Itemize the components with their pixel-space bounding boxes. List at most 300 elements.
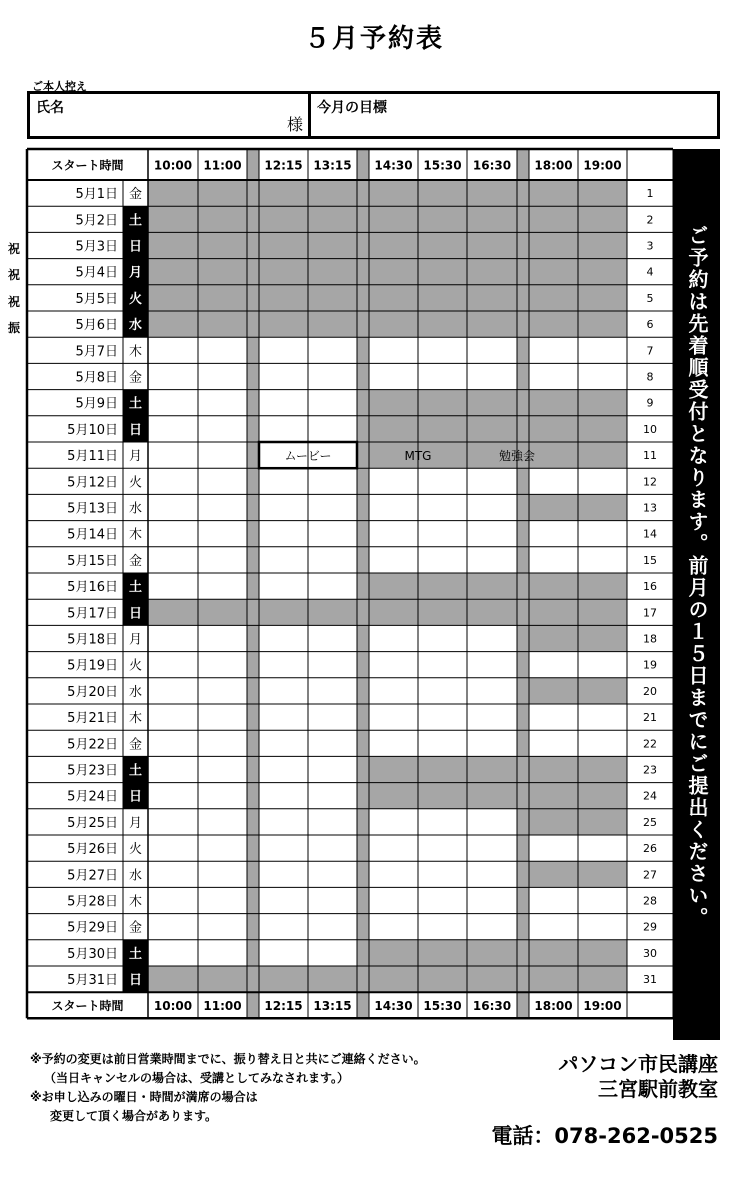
time-slot-cell xyxy=(578,652,627,678)
time-slot-cell xyxy=(529,835,578,861)
event-movie: ムービー xyxy=(284,449,332,464)
day-of-week: 日 xyxy=(128,239,143,255)
time-slot-cell xyxy=(578,573,627,599)
day-of-week: 水 xyxy=(128,868,143,884)
time-slot-cell xyxy=(467,311,517,337)
time-slot-cell xyxy=(259,468,308,494)
time-slot-cell xyxy=(467,494,517,520)
time-slot-cell xyxy=(578,416,627,442)
date-label: 5月13日 xyxy=(67,501,118,517)
date-label: 5月4日 xyxy=(75,265,118,281)
time-slot-cell xyxy=(578,206,627,232)
row-number: 4 xyxy=(646,265,654,279)
time-slot-cell xyxy=(259,259,308,285)
time-slot-cell xyxy=(418,521,467,547)
time-slot-cell xyxy=(529,468,578,494)
footer-time-label: 10:00 xyxy=(153,999,193,1014)
time-slot-cell xyxy=(369,625,418,651)
row-number: 10 xyxy=(643,422,657,436)
date-label: 5月8日 xyxy=(75,370,118,386)
time-slot-cell xyxy=(467,652,517,678)
holiday-mark: 祝 xyxy=(8,242,21,256)
time-slot-cell xyxy=(308,573,357,599)
time-slot-cell xyxy=(467,206,517,232)
time-slot-cell xyxy=(198,285,247,311)
day-of-week: 水 xyxy=(128,318,143,334)
time-slot-cell xyxy=(259,494,308,520)
time-slot-cell xyxy=(418,547,467,573)
time-slot-cell xyxy=(198,259,247,285)
time-slot-cell xyxy=(259,756,308,782)
time-slot-cell xyxy=(308,468,357,494)
date-label: 5月1日 xyxy=(75,187,118,203)
date-label: 5月6日 xyxy=(75,318,118,334)
row-number: 13 xyxy=(643,501,657,515)
header-time-label: 15:30 xyxy=(423,158,462,173)
time-slot-cell xyxy=(308,652,357,678)
time-slot-cell xyxy=(418,311,467,337)
time-slot-cell xyxy=(369,861,418,887)
time-slot-cell xyxy=(259,966,308,992)
time-slot-cell xyxy=(198,311,247,337)
time-slot-cell xyxy=(418,573,467,599)
time-slot-cell xyxy=(529,232,578,258)
time-slot-cell xyxy=(308,259,357,285)
date-label: 5月31日 xyxy=(67,973,118,989)
row-number: 20 xyxy=(643,684,657,698)
time-slot-cell xyxy=(369,311,418,337)
time-slot-cell xyxy=(578,914,627,940)
time-slot-cell xyxy=(467,547,517,573)
row-number: 11 xyxy=(643,449,657,463)
time-slot-cell xyxy=(418,625,467,651)
time-slot-cell xyxy=(418,914,467,940)
time-slot-cell xyxy=(529,914,578,940)
time-slot-cell xyxy=(308,547,357,573)
time-slot-cell xyxy=(148,521,198,547)
time-slot-cell xyxy=(529,783,578,809)
time-slot-cell xyxy=(578,363,627,389)
time-slot-cell xyxy=(418,180,467,206)
date-label: 5月24日 xyxy=(67,789,118,805)
time-slot-cell xyxy=(148,678,198,704)
day-of-week: 日 xyxy=(128,422,143,438)
time-slot-cell xyxy=(578,442,627,468)
header-time-label: 12:15 xyxy=(264,158,303,173)
holiday-mark: 祝 xyxy=(8,295,21,309)
note-line: ※予約の変更は前日営業時間までに、振り替え日と共にご連絡ください。 xyxy=(30,1052,426,1066)
time-slot-cell xyxy=(148,311,198,337)
time-slot-cell xyxy=(198,232,247,258)
time-slot-cell xyxy=(369,730,418,756)
time-slot-cell xyxy=(198,599,247,625)
time-slot-cell xyxy=(418,966,467,992)
time-slot-cell xyxy=(418,494,467,520)
time-slot-cell xyxy=(308,704,357,730)
time-slot-cell xyxy=(148,861,198,887)
row-number: 19 xyxy=(643,658,657,672)
time-slot-cell xyxy=(578,730,627,756)
time-slot-cell xyxy=(578,783,627,809)
time-slot-cell xyxy=(259,835,308,861)
date-label: 5月15日 xyxy=(67,553,118,569)
day-of-week: 月 xyxy=(128,815,143,831)
row-number: 2 xyxy=(646,213,654,227)
time-slot-cell xyxy=(308,180,357,206)
header-time-label: 10:00 xyxy=(153,158,193,173)
honorific-label: 様 xyxy=(287,115,304,134)
time-slot-cell xyxy=(418,704,467,730)
row-number: 16 xyxy=(643,580,657,594)
time-slot-cell xyxy=(529,363,578,389)
day-of-week: 火 xyxy=(128,842,143,858)
time-slot-cell xyxy=(198,337,247,363)
date-label: 5月19日 xyxy=(67,658,118,674)
time-slot-cell xyxy=(467,521,517,547)
time-slot-cell xyxy=(259,783,308,809)
time-slot-cell xyxy=(467,835,517,861)
row-number: 25 xyxy=(643,815,657,829)
day-of-week: 土 xyxy=(128,580,143,596)
time-slot-cell xyxy=(529,756,578,782)
time-slot-cell xyxy=(308,363,357,389)
header-time-label: 14:30 xyxy=(374,158,413,173)
time-slot-cell xyxy=(148,783,198,809)
time-slot-cell xyxy=(198,521,247,547)
day-of-week: 金 xyxy=(128,737,143,753)
time-slot-cell xyxy=(148,180,198,206)
time-slot-cell xyxy=(148,625,198,651)
time-slot-cell xyxy=(578,625,627,651)
time-slot-cell xyxy=(529,311,578,337)
row-number: 6 xyxy=(646,318,654,332)
time-slot-cell xyxy=(259,232,308,258)
time-slot-cell xyxy=(578,835,627,861)
time-slot-cell xyxy=(418,390,467,416)
time-slot-cell xyxy=(308,494,357,520)
time-slot-cell xyxy=(369,599,418,625)
day-of-week: 木 xyxy=(128,711,143,727)
time-slot-cell xyxy=(148,704,198,730)
time-slot-cell xyxy=(529,547,578,573)
time-slot-cell xyxy=(148,940,198,966)
time-slot-cell xyxy=(529,678,578,704)
row-number: 3 xyxy=(646,239,654,253)
time-slot-cell xyxy=(529,573,578,599)
date-label: 5月28日 xyxy=(67,894,118,910)
time-slot-cell xyxy=(418,756,467,782)
time-slot-cell xyxy=(198,442,247,468)
time-slot-cell xyxy=(578,756,627,782)
time-slot-cell xyxy=(198,652,247,678)
time-slot-cell xyxy=(467,756,517,782)
time-slot-cell xyxy=(198,390,247,416)
time-slot-cell xyxy=(308,756,357,782)
time-slot-cell xyxy=(198,416,247,442)
time-slot-cell xyxy=(308,232,357,258)
footer-time-label: 19:00 xyxy=(583,999,622,1014)
row-number: 28 xyxy=(643,894,657,908)
date-label: 5月29日 xyxy=(67,920,118,936)
time-slot-cell xyxy=(198,756,247,782)
time-slot-cell xyxy=(198,730,247,756)
footer-time-label: 18:00 xyxy=(534,999,573,1014)
time-slot-cell xyxy=(467,232,517,258)
time-slot-cell xyxy=(259,940,308,966)
time-slot-cell xyxy=(369,573,418,599)
time-slot-cell xyxy=(259,678,308,704)
time-slot-cell xyxy=(148,363,198,389)
row-number: 24 xyxy=(643,789,657,803)
date-label: 5月10日 xyxy=(67,422,118,438)
time-slot-cell xyxy=(308,599,357,625)
time-slot-cell xyxy=(529,809,578,835)
time-slot-cell xyxy=(467,966,517,992)
time-slot-cell xyxy=(198,180,247,206)
time-slot-cell xyxy=(418,783,467,809)
day-of-week: 水 xyxy=(128,684,143,700)
time-slot-cell xyxy=(259,704,308,730)
time-slot-cell xyxy=(467,914,517,940)
time-slot-cell xyxy=(467,625,517,651)
time-slot-cell xyxy=(418,730,467,756)
time-slot-cell xyxy=(418,835,467,861)
time-slot-cell xyxy=(529,180,578,206)
time-slot-cell xyxy=(529,730,578,756)
time-slot-cell xyxy=(467,940,517,966)
time-slot-cell xyxy=(418,468,467,494)
time-slot-cell xyxy=(529,337,578,363)
day-of-week: 土 xyxy=(128,213,143,229)
time-slot-cell xyxy=(198,887,247,913)
date-label: 5月2日 xyxy=(75,213,118,229)
time-slot-cell xyxy=(148,206,198,232)
time-slot-cell xyxy=(148,966,198,992)
day-of-week: 日 xyxy=(128,789,143,805)
name-label: 氏名 xyxy=(36,100,64,116)
time-slot-cell xyxy=(259,337,308,363)
time-slot-cell xyxy=(198,363,247,389)
footer-time-label: 12:15 xyxy=(264,999,303,1014)
time-slot-cell xyxy=(418,809,467,835)
day-of-week: 土 xyxy=(128,396,143,412)
date-label: 5月18日 xyxy=(67,632,118,648)
school-name xyxy=(558,1052,718,1102)
time-slot-cell xyxy=(578,940,627,966)
time-slot-cell xyxy=(578,468,627,494)
time-slot-cell xyxy=(578,704,627,730)
time-slot-cell xyxy=(529,599,578,625)
footer-start-time-label: スタート時間 xyxy=(51,999,124,1014)
date-label: 5月9日 xyxy=(75,396,118,412)
time-slot-cell xyxy=(418,599,467,625)
time-slot-cell xyxy=(578,285,627,311)
time-slot-cell xyxy=(198,914,247,940)
time-slot-cell xyxy=(148,599,198,625)
time-slot-cell xyxy=(529,390,578,416)
holiday-mark: 振 xyxy=(8,321,21,335)
time-slot-cell xyxy=(259,206,308,232)
time-slot-cell xyxy=(148,809,198,835)
time-slot-cell xyxy=(369,416,418,442)
time-slot-cell xyxy=(148,914,198,940)
time-slot-cell xyxy=(308,940,357,966)
day-of-week: 火 xyxy=(128,475,143,491)
time-slot-cell xyxy=(369,704,418,730)
time-slot-cell xyxy=(529,442,578,468)
time-slot-cell xyxy=(148,494,198,520)
time-slot-cell xyxy=(369,783,418,809)
date-label: 5月14日 xyxy=(67,527,118,543)
footer-time-label: 16:30 xyxy=(472,999,512,1014)
time-slot-cell xyxy=(259,861,308,887)
time-slot-cell xyxy=(529,625,578,651)
time-slot-cell xyxy=(198,704,247,730)
time-slot-cell xyxy=(308,285,357,311)
header-time-label: 16:30 xyxy=(472,158,512,173)
time-slot-cell xyxy=(259,521,308,547)
time-slot-cell xyxy=(467,599,517,625)
time-slot-cell xyxy=(148,442,198,468)
time-slot-cell xyxy=(467,783,517,809)
time-slot-cell xyxy=(308,521,357,547)
time-slot-cell xyxy=(529,494,578,520)
time-slot-cell xyxy=(369,337,418,363)
date-label: 5月20日 xyxy=(67,684,118,700)
time-slot-cell xyxy=(578,337,627,363)
time-slot-cell xyxy=(198,940,247,966)
time-slot-cell xyxy=(467,259,517,285)
time-slot-cell xyxy=(259,652,308,678)
time-slot-cell xyxy=(578,547,627,573)
time-slot-cell xyxy=(198,966,247,992)
time-slot-cell xyxy=(369,887,418,913)
time-slot-cell xyxy=(418,652,467,678)
time-slot-cell xyxy=(369,914,418,940)
day-of-week: 金 xyxy=(128,187,143,203)
time-slot-cell xyxy=(578,180,627,206)
time-slot-cell xyxy=(148,835,198,861)
day-of-week: 火 xyxy=(128,658,143,674)
copy-label: ご本人控え xyxy=(32,80,87,93)
day-of-week: 金 xyxy=(128,553,143,569)
day-of-week: 金 xyxy=(128,920,143,936)
time-slot-cell xyxy=(148,887,198,913)
time-slot-cell xyxy=(308,783,357,809)
footer-time-label: 15:30 xyxy=(423,999,462,1014)
time-slot-cell xyxy=(467,390,517,416)
time-slot-cell xyxy=(148,468,198,494)
row-number: 8 xyxy=(646,370,654,384)
time-slot-cell xyxy=(467,468,517,494)
time-slot-cell xyxy=(308,887,357,913)
time-slot-cell xyxy=(198,206,247,232)
time-slot-cell xyxy=(578,809,627,835)
time-slot-cell xyxy=(369,652,418,678)
time-slot-cell xyxy=(578,861,627,887)
time-slot-cell xyxy=(308,625,357,651)
date-label: 5月7日 xyxy=(75,344,118,360)
date-label: 5月22日 xyxy=(67,737,118,753)
time-slot-cell xyxy=(529,259,578,285)
date-label: 5月26日 xyxy=(67,842,118,858)
time-slot-cell xyxy=(418,887,467,913)
row-number: 12 xyxy=(643,475,657,489)
time-slot-cell xyxy=(308,966,357,992)
time-slot-cell xyxy=(418,285,467,311)
time-slot-cell xyxy=(308,311,357,337)
time-slot-cell xyxy=(467,573,517,599)
time-slot-cell xyxy=(148,730,198,756)
time-slot-cell xyxy=(369,678,418,704)
time-slot-cell xyxy=(529,887,578,913)
date-label: 5月3日 xyxy=(75,239,118,255)
time-slot-cell xyxy=(198,783,247,809)
time-slot-cell xyxy=(369,390,418,416)
row-number: 9 xyxy=(646,396,654,410)
time-slot-cell xyxy=(308,835,357,861)
time-slot-cell xyxy=(467,180,517,206)
time-slot-cell xyxy=(578,887,627,913)
time-slot-cell xyxy=(529,861,578,887)
side-notice-text: ご予約は先着順受付となります。前月の１５日までにご提出ください。 xyxy=(685,225,709,929)
row-number: 29 xyxy=(643,920,657,934)
time-slot-cell xyxy=(467,730,517,756)
time-slot-cell xyxy=(369,494,418,520)
time-slot-cell xyxy=(259,914,308,940)
date-label: 5月17日 xyxy=(67,606,118,622)
time-slot-cell xyxy=(578,966,627,992)
event-study: 勉強会 xyxy=(498,449,536,464)
day-of-week: 水 xyxy=(128,501,143,517)
time-slot-cell xyxy=(308,861,357,887)
header-start-time-label: スタート時間 xyxy=(51,158,124,173)
time-slot-cell xyxy=(529,521,578,547)
time-slot-cell xyxy=(198,625,247,651)
day-of-week: 木 xyxy=(128,527,143,543)
notes xyxy=(30,1050,426,1126)
time-slot-cell xyxy=(259,285,308,311)
time-slot-cell xyxy=(418,232,467,258)
row-number: 17 xyxy=(643,606,657,620)
row-number: 5 xyxy=(646,291,654,305)
footer-time-label: 11:00 xyxy=(203,999,242,1014)
time-slot-cell xyxy=(467,704,517,730)
time-slot-cell xyxy=(259,311,308,337)
row-number: 14 xyxy=(643,527,657,541)
time-slot-cell xyxy=(467,861,517,887)
time-slot-cell xyxy=(529,285,578,311)
time-slot-cell xyxy=(198,468,247,494)
time-slot-cell xyxy=(369,468,418,494)
side-notice-banner xyxy=(673,149,720,1040)
time-slot-cell xyxy=(259,625,308,651)
time-slot-cell xyxy=(308,730,357,756)
time-slot-cell xyxy=(369,285,418,311)
time-slot-cell xyxy=(418,416,467,442)
time-slot-cell xyxy=(369,232,418,258)
time-slot-cell xyxy=(369,363,418,389)
header-time-label: 13:15 xyxy=(313,158,352,173)
time-slot-cell xyxy=(308,809,357,835)
time-slot-cell xyxy=(198,547,247,573)
time-slot-cell xyxy=(259,599,308,625)
time-slot-cell xyxy=(259,416,308,442)
time-slot-cell xyxy=(148,259,198,285)
time-slot-cell xyxy=(369,259,418,285)
note-line: 変更して頂く場合があります。 xyxy=(50,1109,218,1123)
note-line: （当日キャンセルの場合は、受講としてみなされます。） xyxy=(44,1071,350,1085)
